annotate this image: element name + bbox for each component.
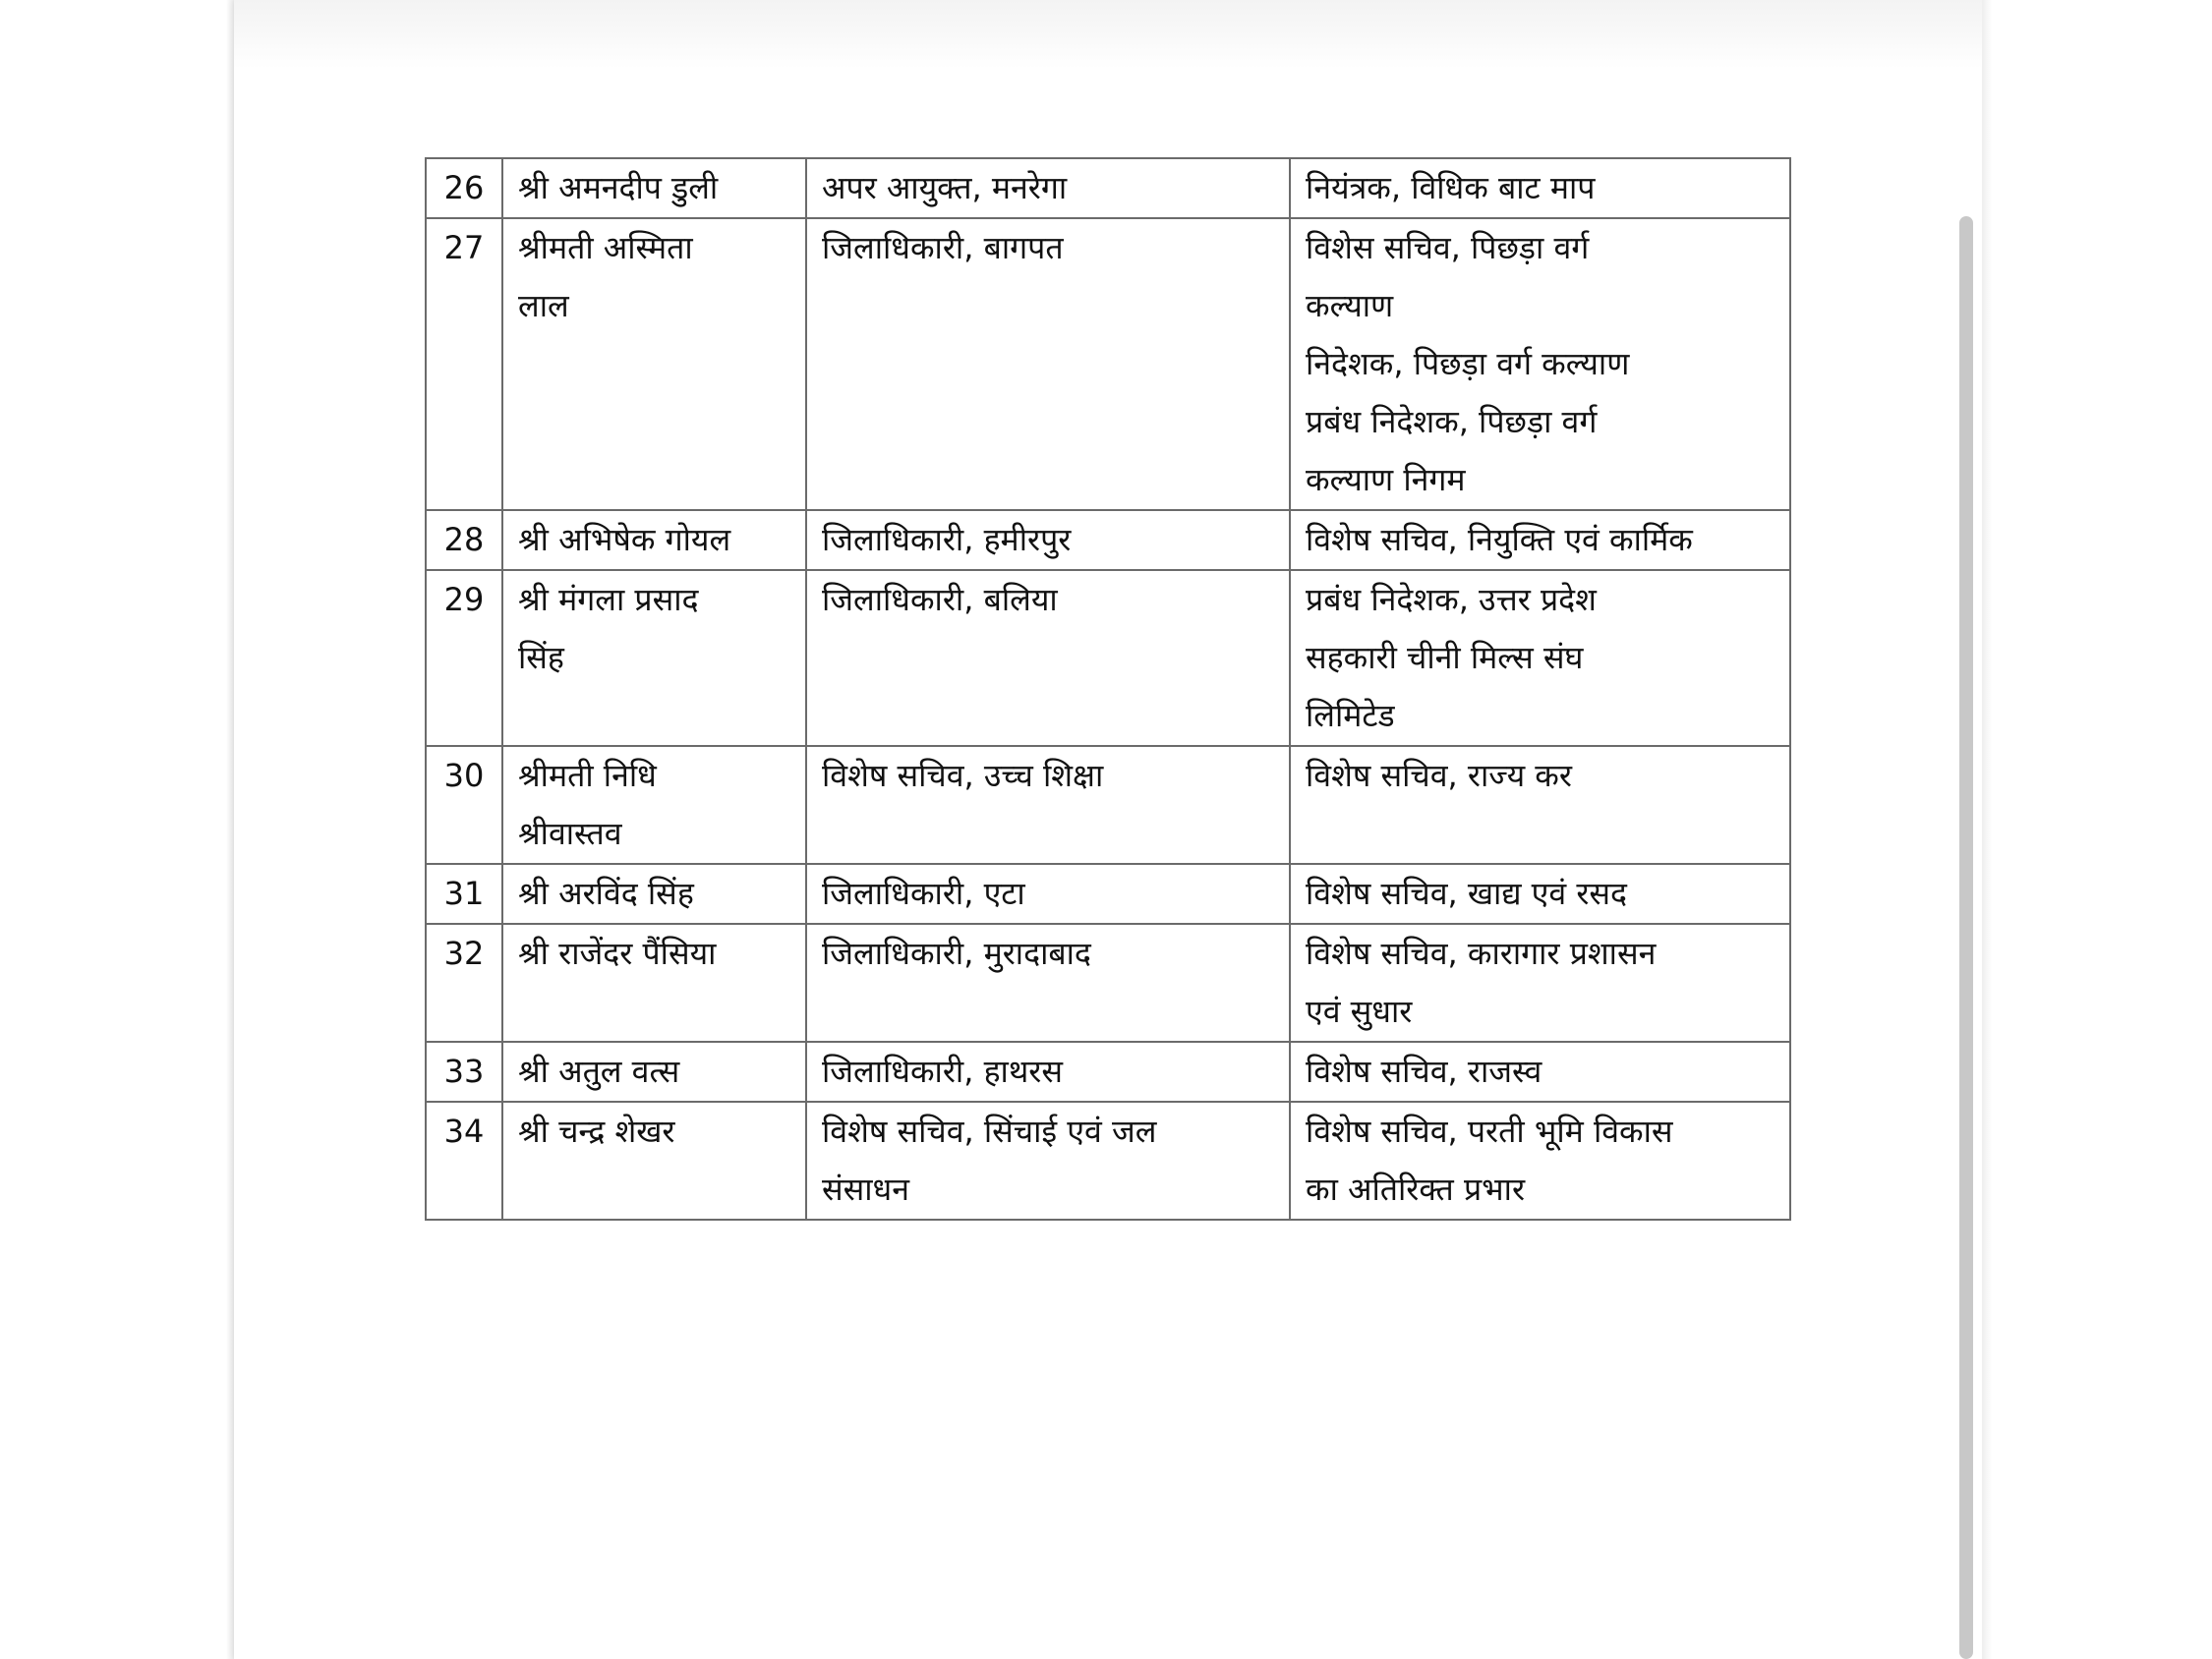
current-post-line: जिलाधिकारी, बागपत [822, 229, 1064, 266]
current-post-line: जिलाधिकारी, एटा [822, 875, 1025, 912]
posting-table [425, 157, 1791, 1221]
current-post-line: संसाधन [822, 1171, 909, 1208]
officer-name-cell [502, 510, 806, 570]
serial-number-cell: 31 [426, 864, 502, 924]
new-post-line: विशेष सचिव, राजस्व [1306, 1053, 1543, 1090]
officer-name-cell [502, 746, 806, 864]
current-post-line: जिलाधिकारी, मुरादाबाद [822, 935, 1091, 972]
officer-name-line: लाल [518, 287, 569, 324]
officer-name-line: श्री राजेंदर पैंसिया [518, 935, 717, 972]
current-post-cell [806, 746, 1290, 864]
table-row [426, 1042, 1790, 1102]
current-post-line: विशेष सचिव, उच्च शिक्षा [822, 757, 1104, 794]
serial-number-cell: 30 [426, 746, 502, 864]
new-post-cell [1290, 1042, 1790, 1102]
officer-name-cell [502, 1042, 806, 1102]
serial-number-cell: 33 [426, 1042, 502, 1102]
new-post-line: विशेष सचिव, परती भूमि विकास [1306, 1113, 1673, 1150]
vertical-scrollbar[interactable] [1959, 216, 1973, 1659]
current-post-cell [806, 158, 1290, 218]
serial-number-cell: 29 [426, 570, 502, 746]
serial-number-cell: 26 [426, 158, 502, 218]
new-post-line: सहकारी चीनी मिल्स संघ [1306, 639, 1584, 676]
new-post-line: विशेष सचिव, कारागार प्रशासन [1306, 935, 1657, 972]
page-left-edge [226, 0, 234, 1659]
table-row [426, 570, 1790, 746]
table-row [426, 864, 1790, 924]
officer-name-line: श्रीमती निधि [518, 757, 657, 794]
officer-name-cell [502, 864, 806, 924]
table-row [426, 218, 1790, 510]
table-row [426, 158, 1790, 218]
new-post-cell [1290, 924, 1790, 1042]
officer-name-line: श्री चन्द्र शेखर [518, 1113, 675, 1150]
new-post-line: विशेष सचिव, नियुक्ति एवं कार्मिक [1306, 521, 1693, 558]
new-post-cell [1290, 510, 1790, 570]
new-post-line: नियंत्रक, विधिक बाट माप [1306, 169, 1596, 206]
officer-name-line: श्री अभिषेक गोयल [518, 521, 731, 558]
new-post-line: एवं सुधार [1306, 993, 1413, 1030]
officer-name-line: श्रीमती अस्मिता [518, 229, 693, 266]
current-post-cell [806, 510, 1290, 570]
current-post-cell [806, 924, 1290, 1042]
new-post-line: लिमिटेड [1306, 697, 1395, 734]
current-post-line: जिलाधिकारी, हमीरपुर [822, 521, 1072, 558]
officer-name-cell [502, 570, 806, 746]
new-post-cell [1290, 158, 1790, 218]
new-post-line: प्रबंध निदेशक, पिछड़ा वर्ग [1306, 403, 1598, 440]
officer-name-line: सिंह [518, 639, 564, 676]
new-post-line: कल्याण [1306, 287, 1394, 324]
officer-name-cell [502, 158, 806, 218]
current-post-line: विशेष सचिव, सिंचाई एवं जल [822, 1113, 1157, 1150]
current-post-cell [806, 218, 1290, 510]
current-post-cell [806, 864, 1290, 924]
new-post-line: निदेशक, पिछड़ा वर्ग कल्याण [1306, 345, 1630, 382]
new-post-line: प्रबंध निदेशक, उत्तर प्रदेश [1306, 581, 1597, 618]
officer-name-line: श्री अरविंद सिंह [518, 875, 694, 912]
new-post-cell [1290, 864, 1790, 924]
current-post-cell [806, 1042, 1290, 1102]
page-right-edge [1982, 0, 1992, 1659]
new-post-cell [1290, 746, 1790, 864]
serial-number-cell: 34 [426, 1102, 502, 1220]
officer-name-line: श्री अतुल वत्स [518, 1053, 680, 1090]
serial-number-cell: 28 [426, 510, 502, 570]
new-post-line: विशेष सचिव, राज्य कर [1306, 757, 1572, 794]
new-post-line: का अतिरिक्त प्रभार [1306, 1171, 1526, 1208]
new-post-line: विशेष सचिव, खाद्य एवं रसद [1306, 875, 1628, 912]
current-post-line: जिलाधिकारी, बलिया [822, 581, 1058, 618]
serial-number-cell: 32 [426, 924, 502, 1042]
table-row [426, 510, 1790, 570]
current-post-line: अपर आयुक्त, मनरेगा [822, 169, 1068, 206]
officer-name-line: श्री मंगला प्रसाद [518, 581, 699, 618]
officer-name-cell [502, 1102, 806, 1220]
new-post-cell [1290, 218, 1790, 510]
table-row [426, 924, 1790, 1042]
page-top-shadow [234, 0, 1982, 69]
new-post-cell [1290, 1102, 1790, 1220]
scrollbar-thumb[interactable] [1959, 216, 1973, 1659]
officer-name-cell [502, 924, 806, 1042]
table-row [426, 1102, 1790, 1220]
new-post-line: कल्याण निगम [1306, 461, 1466, 498]
current-post-cell [806, 1102, 1290, 1220]
table-row [426, 746, 1790, 864]
officer-name-line: श्रीवास्तव [518, 815, 622, 852]
current-post-line: जिलाधिकारी, हाथरस [822, 1053, 1064, 1090]
new-post-line: विशेस सचिव, पिछड़ा वर्ग [1306, 229, 1590, 266]
posting-table-body [426, 158, 1790, 1220]
current-post-cell [806, 570, 1290, 746]
serial-number-cell: 27 [426, 218, 502, 510]
officer-name-line: श्री अमनदीप डुली [518, 169, 719, 206]
new-post-cell [1290, 570, 1790, 746]
officer-name-cell [502, 218, 806, 510]
